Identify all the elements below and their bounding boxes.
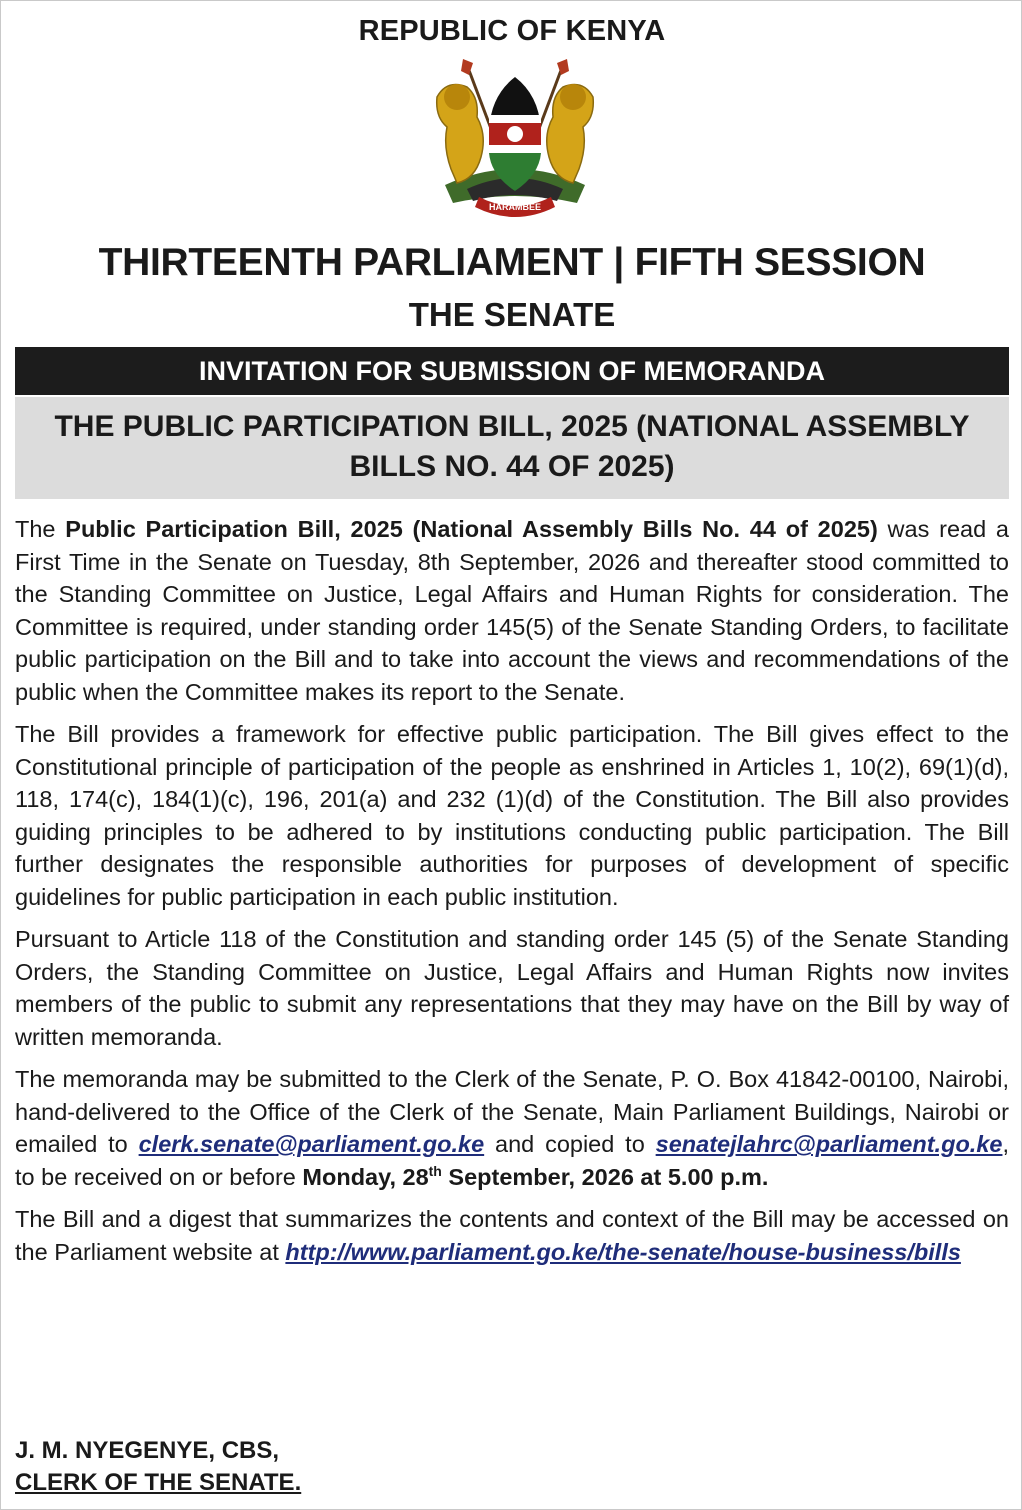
deadline-part-a: Monday, 28 (302, 1163, 429, 1190)
bill-name-bold: Public Participation Bill, 2025 (National Assembly Bills No. 44 of 2025) (65, 516, 878, 542)
deadline-ordinal: th (428, 1162, 442, 1179)
house-title: THE SENATE (408, 296, 616, 333)
deadline-text (302, 1164, 768, 1190)
bill-title-line1: THE PUBLIC PARTICIPATION BILL, 2025 (NATIONAL ASSEMBLY (54, 410, 970, 443)
para1-text: was read a First Time in the Senate on Tuesday, 8th September, 2026 and thereafter stood committed to the Standing Committee on Justice, Legal Affairs and Human Rights for consideration. The Committee is required, under standing order 145(5) of the Senate Standing Orders, to facilitate public participation on the Bill and to take into account the views and recommendations of the public when the Committee makes its report to the Senate. (15, 516, 1009, 705)
motto-text: HARAMBEE (488, 202, 542, 212)
paragraph-4 (15, 1063, 1009, 1193)
paragraph-3: Pursuant to Article 118 of the Constitution and standing order 145 (5) of the Senate Standing Orders, the Standing Committee on Justice, Legal Affairs and Human Rights now invites members of the public to submit any representations that they may have on the Bill by way of written memoranda. (15, 926, 1009, 1050)
paragraph-1 (15, 513, 1009, 708)
bill-title-box (15, 397, 1009, 499)
signatory-title: CLERK OF THE SENATE. (15, 1469, 302, 1496)
signatory-name: J. M. NYEGENYE, CBS, (15, 1437, 280, 1464)
deadline-part-b: September, 2026 at 5.00 p.m. (441, 1163, 769, 1190)
parliament-session-title: THIRTEENTH PARLIAMENT | FIFTH SESSION (98, 241, 926, 284)
para4-text2: and copied to (484, 1131, 656, 1157)
paragraph-5 (15, 1203, 1009, 1268)
para5-text: The Bill and a digest that summarizes the contents and context of the Bill may be accessed on the Parliament website at (15, 1206, 1009, 1265)
parliament-website-link[interactable]: http://www.parliament.go.ke/the-senate/house-business/bills (285, 1238, 961, 1265)
paragraph-2: The Bill provides a framework for effective public participation. The Bill gives effect to the Constitutional principle of participation of the people as enshrined in Articles 1, 10(2), 69(1)(d), 118, 174(c), 184(1)(c), 196, 201(a) and 232 (1)(d) of the Constitution. The Bill also provides guiding principles to be adhered to by institutions conducting public participation. The Bill further designates the responsible authorities for purposes of development of specific guidelines for public participation in each public institution. (15, 721, 1009, 910)
signature-block (15, 1435, 301, 1499)
para1-lead: The (15, 516, 66, 542)
clerk-email-link[interactable]: clerk.senate@parliament.go.ke (138, 1131, 485, 1157)
para4-text1: The memoranda may be submitted to the Clerk of the Senate, P. O. Box 41842-00100, Nairobi, hand-delivered to the Office of the Clerk of the Senate, Main Parliament Buildings, Nairobi or emailed to (15, 1066, 1009, 1157)
notice-type-banner: INVITATION FOR SUBMISSION OF MEMORANDA (15, 347, 1009, 395)
para4-text3: , to be received on or before (15, 1131, 1009, 1190)
committee-email-link[interactable]: senatejlahrc@parliament.go.ke (655, 1131, 1003, 1157)
kenya-coat-of-arms-icon (427, 57, 603, 219)
country-heading: REPUBLIC OF KENYA (358, 15, 666, 47)
bill-title-line2: BILLS NO. 44 OF 2025) (349, 450, 675, 483)
notice-body (15, 513, 1009, 1278)
